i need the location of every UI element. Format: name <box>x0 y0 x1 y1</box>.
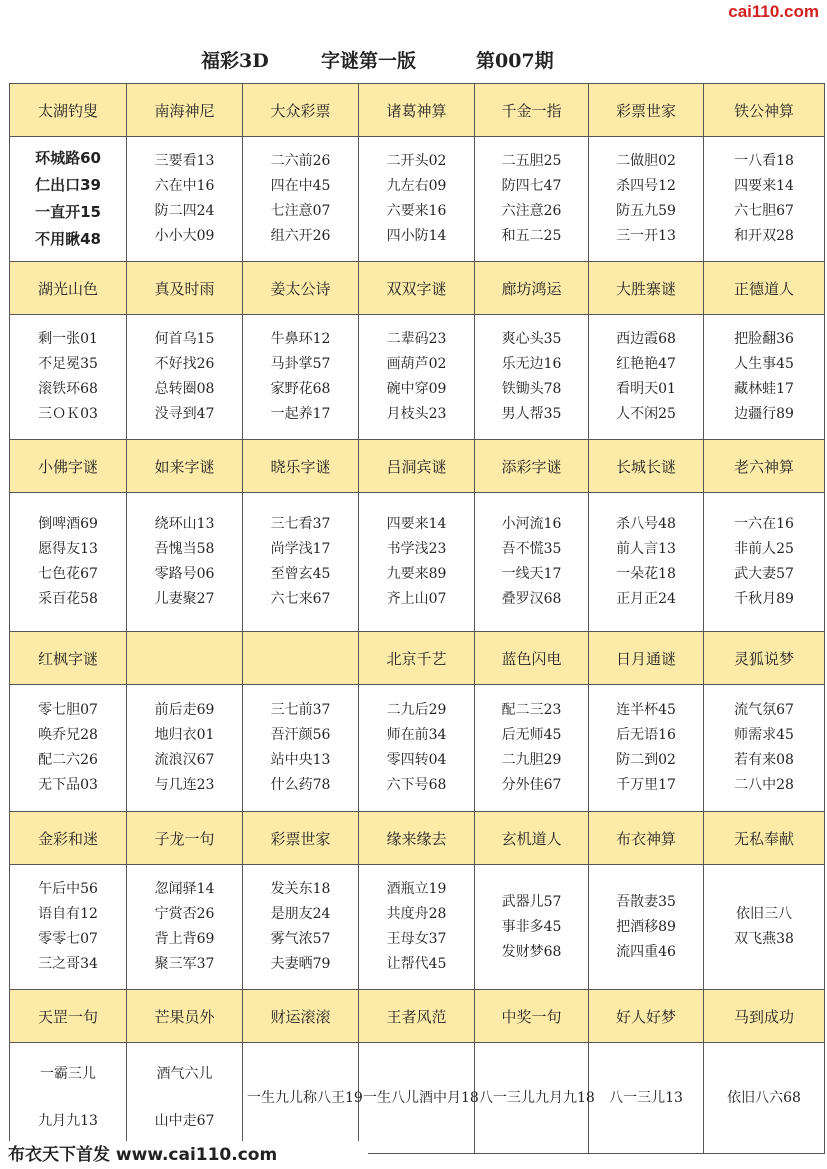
riddle-line: 西边霞68 <box>616 331 676 347</box>
column-header: 正德道人 <box>704 262 825 315</box>
riddle-line: 碗中穿09 <box>386 381 447 397</box>
riddle-line: 六七胆67 <box>734 203 794 219</box>
riddle-line: 零四转04 <box>386 752 447 768</box>
column-header: 晓乐字谜 <box>243 440 359 493</box>
riddle-line: 仁出口39 <box>35 176 101 194</box>
riddle-line: 吾汗颜56 <box>270 727 331 743</box>
column-header: 中奖一句 <box>475 990 589 1043</box>
riddle-line: 山中走67 <box>154 1113 215 1129</box>
riddle-line: 地归衣01 <box>154 727 215 743</box>
riddle-line: 九月九13 <box>38 1113 98 1129</box>
riddle-line: 忽闻驿14 <box>154 881 215 897</box>
riddle-line: 师在前34 <box>386 727 447 743</box>
riddle-line: 至曾玄45 <box>270 566 331 582</box>
riddle-cell <box>359 493 475 632</box>
column-header: 如来字谜 <box>127 440 243 493</box>
riddle-line: 红艳艳47 <box>616 356 676 372</box>
riddle-line: 流气氛67 <box>734 702 794 718</box>
content-row <box>10 685 825 812</box>
riddle-cell <box>243 493 359 632</box>
column-header: 双双字谜 <box>359 262 475 315</box>
riddle-line: 三之哥34 <box>38 956 98 972</box>
riddle-line: 发财梦68 <box>501 943 562 960</box>
riddle-line: 防五九59 <box>616 203 676 219</box>
riddle-line: 前人言13 <box>616 541 676 557</box>
riddle-line: 酒气六儿 <box>156 1066 213 1082</box>
riddle-cell <box>359 1043 479 1154</box>
riddle-cell <box>359 315 475 440</box>
riddle-line: 九要来89 <box>386 566 447 582</box>
header-row <box>10 262 825 315</box>
riddle-line: 配二三23 <box>501 702 562 718</box>
riddle-line: 什么药78 <box>270 777 331 793</box>
column-header: 马到成功 <box>704 990 825 1043</box>
riddle-line: 六注意26 <box>501 203 562 219</box>
riddle-line: 家野花68 <box>270 381 331 397</box>
riddle-line: 午后中56 <box>38 881 98 897</box>
riddle-line: 一朵花18 <box>616 566 676 582</box>
riddle-line: 绕环山13 <box>154 516 215 532</box>
riddle-line: 四要来14 <box>734 178 794 194</box>
column-header: 财运滚滚 <box>243 990 359 1043</box>
riddle-line: 不足冕35 <box>38 356 98 372</box>
riddle-cell <box>704 865 825 990</box>
riddle-line: 愿得友13 <box>38 541 98 557</box>
riddle-line: 背上背69 <box>154 931 215 947</box>
riddle-line: 七色花67 <box>38 566 98 582</box>
riddle-cell <box>704 315 825 440</box>
riddle-cell <box>10 685 127 812</box>
riddle-cell <box>127 865 243 990</box>
riddle-line: 非前人25 <box>734 541 794 557</box>
riddle-line: 三一开13 <box>616 228 676 244</box>
riddle-line: 零路号06 <box>154 566 215 582</box>
riddle-line: 和开双28 <box>734 228 794 244</box>
riddle-line: 和五二25 <box>501 228 562 244</box>
header-row <box>10 440 825 493</box>
riddle-cell <box>475 685 589 812</box>
column-header: 廊坊鸿运 <box>475 262 589 315</box>
riddle-cell <box>704 1043 825 1154</box>
riddle-line: 六下号68 <box>386 777 447 793</box>
riddle-line: 九左右09 <box>386 178 447 194</box>
riddle-line: 二辈码23 <box>386 331 447 347</box>
column-header: 彩票世家 <box>243 812 359 865</box>
riddle-line: 事非多45 <box>501 918 562 935</box>
riddle-cell <box>475 1043 595 1154</box>
riddle-line: 发关东18 <box>270 881 331 897</box>
title-lottery: 福彩3D <box>201 50 269 72</box>
column-header: 彩票世家 <box>589 84 704 137</box>
riddle-line: 小小大09 <box>154 228 215 244</box>
riddle-table <box>9 83 825 1154</box>
riddle-line: 吾愧当58 <box>154 541 215 557</box>
column-header: 玄机道人 <box>475 812 589 865</box>
column-header: 南海神尼 <box>127 84 243 137</box>
riddle-line: 武器儿57 <box>501 893 562 910</box>
riddle-cell <box>359 865 475 990</box>
riddle-cell <box>589 137 704 262</box>
column-header: 长城长谜 <box>589 440 704 493</box>
riddle-line: 倒啤酒69 <box>38 516 98 532</box>
column-header: 铁公神算 <box>704 84 825 137</box>
column-header: 缘来缘去 <box>359 812 475 865</box>
header-row <box>10 632 825 685</box>
content-row <box>10 493 825 632</box>
riddle-cell <box>127 685 243 812</box>
riddle-line: 杀四号12 <box>616 178 676 194</box>
riddle-line: 防四七47 <box>501 178 562 194</box>
riddle-line: 人不闲25 <box>616 406 676 422</box>
riddle-line: 三七前37 <box>270 702 331 718</box>
column-header: 诸葛神算 <box>359 84 475 137</box>
riddle-cell <box>10 493 127 632</box>
riddle-line: 环城路60 <box>35 149 101 167</box>
column-header: 布衣神算 <box>589 812 704 865</box>
column-header: 子龙一句 <box>127 812 243 865</box>
riddle-line: 吾不慌35 <box>501 541 562 557</box>
riddle-line: 一生八儿酒中月18 <box>363 1090 479 1106</box>
riddle-line: 防二到02 <box>616 752 676 768</box>
riddle-line: 一起养17 <box>270 406 331 422</box>
riddle-line: 双飞燕38 <box>734 931 794 947</box>
riddle-line: 聚三军37 <box>154 956 215 972</box>
riddle-cell <box>704 493 825 632</box>
column-header: 吕洞宾谜 <box>359 440 475 493</box>
riddle-line: 六七来67 <box>270 591 331 607</box>
riddle-line: 男人帮35 <box>501 406 562 422</box>
riddle-cell <box>589 865 704 990</box>
riddle-line: 牛鼻环12 <box>270 331 331 347</box>
riddle-line: 小河流16 <box>501 516 562 532</box>
riddle-cell <box>475 137 589 262</box>
riddle-line: 滚铁环68 <box>38 381 98 397</box>
column-header: 红枫字谜 <box>10 632 127 685</box>
riddle-line: 零七胆07 <box>38 702 98 718</box>
content-row <box>10 1043 825 1154</box>
riddle-line: 王母女37 <box>386 931 447 947</box>
column-header: 姜太公诗 <box>243 262 359 315</box>
riddle-line: 剩一张01 <box>38 331 98 347</box>
title-issue: 第007期 <box>476 50 554 72</box>
column-header: 金彩和迷 <box>10 812 127 865</box>
column-header: 老六神算 <box>704 440 825 493</box>
riddle-cell <box>359 137 475 262</box>
riddle-line: 酒瓶立19 <box>386 881 447 897</box>
riddle-cell <box>475 315 589 440</box>
riddle-line: 依旧三八 <box>736 906 792 922</box>
riddle-line: 吾散妻35 <box>616 893 676 910</box>
riddle-line: 流四重46 <box>616 943 676 960</box>
riddle-line: 后无语16 <box>616 727 676 743</box>
riddle-line: 六在中16 <box>154 178 215 194</box>
riddle-line: 前后走69 <box>154 702 215 718</box>
riddle-cell <box>589 1043 704 1154</box>
header-row <box>10 812 825 865</box>
riddle-line: 四要来14 <box>386 516 447 532</box>
riddle-line: 二九后29 <box>386 702 447 718</box>
riddle-line: 依旧八六68 <box>727 1090 801 1106</box>
riddle-cell <box>127 315 243 440</box>
title-edition: 字谜第一版 <box>321 50 417 72</box>
riddle-line: 让帮代45 <box>386 956 447 972</box>
column-header: 蓝色闪电 <box>475 632 589 685</box>
riddle-line: 武大妻57 <box>734 566 794 582</box>
column-header: 大胜寨谜 <box>589 262 704 315</box>
riddle-cell <box>127 493 243 632</box>
riddle-cell <box>475 493 589 632</box>
riddle-line: 组六开26 <box>270 228 331 244</box>
riddle-line: 站中央13 <box>270 752 331 768</box>
riddle-line: 防二四24 <box>154 203 215 219</box>
riddle-line: 何首乌15 <box>154 331 215 347</box>
riddle-line: 爽心头35 <box>501 331 562 347</box>
riddle-line: 三ＯＫ03 <box>38 406 98 422</box>
riddle-line: 语自有12 <box>38 906 98 922</box>
riddle-line: 乐无边16 <box>501 356 562 372</box>
riddle-cell <box>10 1043 127 1154</box>
riddle-line: 宁赏否26 <box>154 906 215 922</box>
riddle-line: 画葫芦02 <box>386 356 447 372</box>
riddle-line: 二开头02 <box>386 153 447 169</box>
riddle-cell <box>10 315 127 440</box>
riddle-line: 是朋友24 <box>270 906 331 922</box>
riddle-cell <box>359 685 475 812</box>
column-header: 灵狐说梦 <box>704 632 825 685</box>
column-header: 日月通谜 <box>589 632 704 685</box>
page-title <box>0 46 827 76</box>
riddle-line: 采百花58 <box>38 591 98 607</box>
riddle-line: 把脸翻36 <box>734 331 794 347</box>
riddle-line: 雾气浓57 <box>270 931 331 947</box>
riddle-cell <box>475 865 589 990</box>
riddle-line: 与几连23 <box>154 777 215 793</box>
riddle-line: 儿妻聚27 <box>154 591 215 607</box>
riddle-cell <box>127 1043 243 1154</box>
riddle-cell <box>589 685 704 812</box>
riddle-cell <box>127 137 243 262</box>
riddle-cell <box>243 315 359 440</box>
riddle-line: 月枝头23 <box>386 406 447 422</box>
header-row <box>10 990 825 1043</box>
riddle-line: 正月正24 <box>616 591 676 607</box>
riddle-line: 零零七07 <box>38 931 98 947</box>
column-header: 大众彩票 <box>243 84 359 137</box>
riddle-line: 一霸三儿 <box>40 1066 96 1082</box>
riddle-line: 共度舟28 <box>386 906 447 922</box>
content-row <box>10 865 825 990</box>
column-header: 添彩字谜 <box>475 440 589 493</box>
content-row <box>10 315 825 440</box>
column-header: 太湖钓叟 <box>10 84 127 137</box>
riddle-line: 一直开15 <box>35 203 101 221</box>
column-header: 千金一指 <box>475 84 589 137</box>
column-header: 湖光山色 <box>10 262 127 315</box>
riddle-line: 人生事45 <box>734 356 794 372</box>
riddle-line: 配二六26 <box>38 752 98 768</box>
riddle-line: 连半杯45 <box>616 702 676 718</box>
riddle-cell <box>243 137 359 262</box>
column-header: 王者风范 <box>359 990 475 1043</box>
riddle-line: 书学浅23 <box>386 541 447 557</box>
riddle-cell <box>704 685 825 812</box>
column-header: 北京千艺 <box>359 632 475 685</box>
riddle-line: 二九胆29 <box>501 752 562 768</box>
riddle-line: 马卦掌57 <box>270 356 331 372</box>
riddle-line: 夫妻晒79 <box>270 956 331 972</box>
riddle-line: 三七看37 <box>270 516 331 532</box>
riddle-line: 师需求45 <box>734 727 794 743</box>
column-header <box>243 632 359 685</box>
riddle-line: 唤乔兄28 <box>38 727 98 743</box>
riddle-line: 一生九儿称八王19 <box>247 1090 363 1106</box>
riddle-line: 看明天01 <box>616 381 676 397</box>
riddle-line: 没寻到47 <box>154 406 215 422</box>
riddle-line: 八一三儿九月九18 <box>479 1090 595 1106</box>
riddle-cell <box>10 865 127 990</box>
site-logo: cai110.com <box>728 2 819 21</box>
riddle-cell <box>589 315 704 440</box>
riddle-line: 杀八号48 <box>616 516 676 532</box>
riddle-line: 千万里17 <box>616 777 676 793</box>
riddle-line: 藏林蛙17 <box>734 381 794 397</box>
riddle-line: 八一三儿13 <box>609 1090 683 1106</box>
riddle-cell <box>243 685 359 812</box>
riddle-line: 一六在16 <box>734 516 794 532</box>
riddle-line: 四在中45 <box>270 178 331 194</box>
riddle-line: 后无师45 <box>501 727 562 743</box>
riddle-line: 三要看13 <box>154 153 215 169</box>
column-header: 好人好梦 <box>589 990 704 1043</box>
riddle-line: 一八看18 <box>734 153 794 169</box>
column-header: 天罡一句 <box>10 990 127 1043</box>
riddle-line: 把酒移89 <box>616 918 676 935</box>
riddle-line: 分外佳67 <box>501 777 562 793</box>
riddle-line: 二六前26 <box>270 153 331 169</box>
riddle-line: 总转圈08 <box>154 381 215 397</box>
riddle-line: 叠罗汉68 <box>501 591 562 607</box>
riddle-cell <box>243 1043 363 1154</box>
riddle-line: 二五胆25 <box>501 153 562 169</box>
riddle-line: 一线天17 <box>501 566 562 582</box>
riddle-line: 二八中28 <box>734 777 794 793</box>
riddle-line: 尚学浅17 <box>270 541 331 557</box>
riddle-line: 不好找26 <box>154 356 215 372</box>
riddle-cell <box>243 865 359 990</box>
riddle-cell <box>10 137 127 262</box>
footer-watermark: 布衣天下首发 www.cai110.com <box>0 1141 368 1169</box>
riddle-line: 边疆行89 <box>734 406 794 422</box>
column-header: 小佛字谜 <box>10 440 127 493</box>
header-row <box>10 84 825 137</box>
riddle-line: 铁锄头78 <box>501 381 562 397</box>
riddle-line: 二做胆02 <box>616 153 676 169</box>
column-header: 无私奉献 <box>704 812 825 865</box>
riddle-line: 千秋月89 <box>734 591 794 607</box>
riddle-line: 齐上山07 <box>386 591 447 607</box>
riddle-line: 若有来08 <box>734 752 794 768</box>
riddle-line: 七注意07 <box>270 203 331 219</box>
riddle-line: 不用瞅48 <box>35 230 101 248</box>
column-header <box>127 632 243 685</box>
riddle-line: 无下品03 <box>38 777 98 793</box>
riddle-line: 流浪汉67 <box>154 752 215 768</box>
column-header: 真及时雨 <box>127 262 243 315</box>
riddle-line: 四小防14 <box>386 228 447 244</box>
riddle-cell <box>589 493 704 632</box>
riddle-line: 六要来16 <box>386 203 447 219</box>
content-row <box>10 137 825 262</box>
column-header: 芒果员外 <box>127 990 243 1043</box>
riddle-cell <box>704 137 825 262</box>
